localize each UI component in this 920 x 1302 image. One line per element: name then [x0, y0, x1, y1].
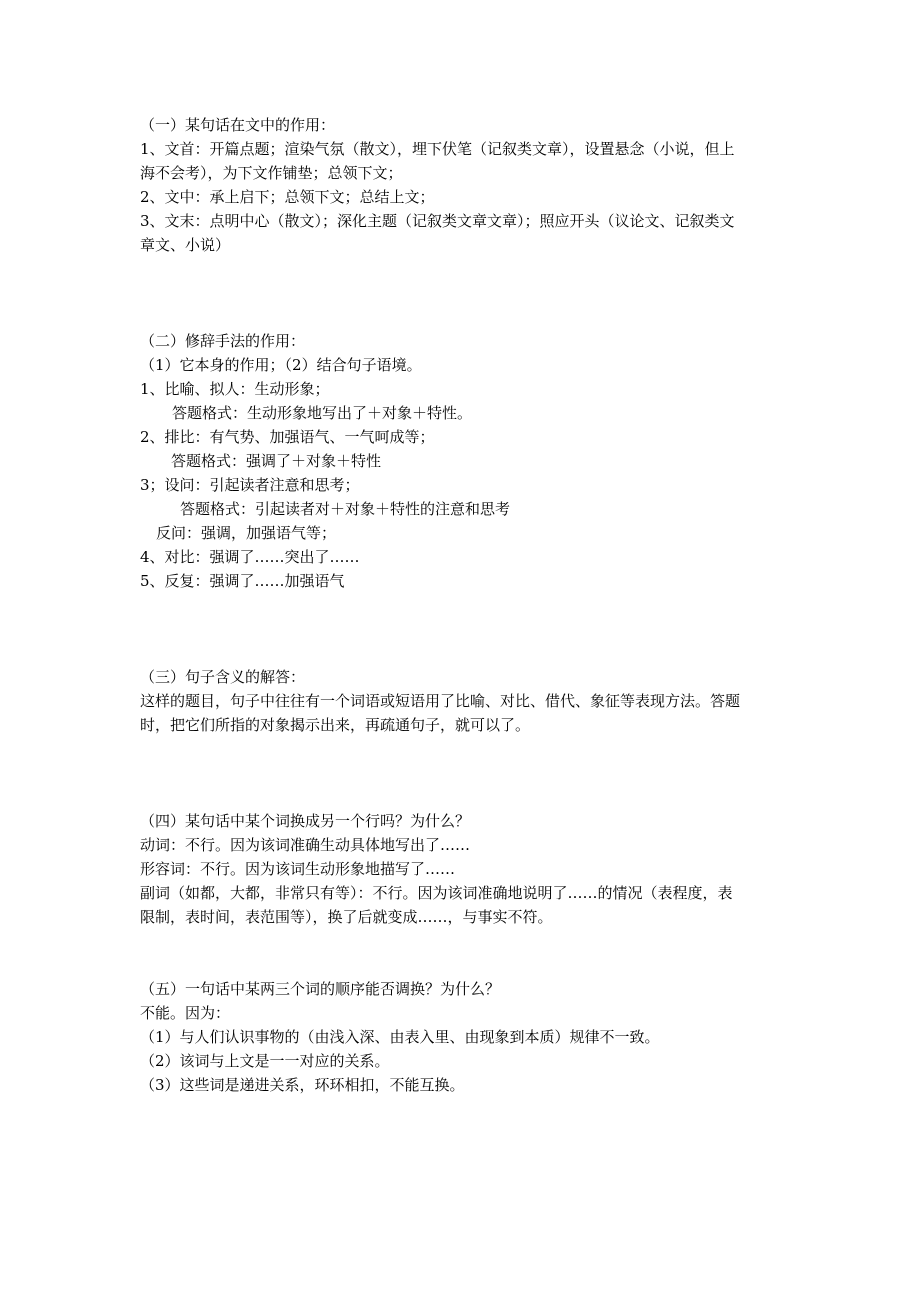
- section-2-line-3-rhetorical: 反问：强调，加强语气等；: [156, 524, 337, 542]
- section-2-line-1-format: 答题格式：生动形象地写出了＋对象＋特性。: [172, 404, 473, 422]
- section-2-line-3: 3；设问：引起读者注意和思考；: [140, 476, 360, 494]
- section-1-line-1b: 海不会考），为下文作铺垫；总领下文；: [140, 164, 403, 182]
- section-5-line-answer: 不能。因为：: [140, 1004, 231, 1022]
- section-1-line-1a: 1、文首：开篇点题；渲染气氛（散文），埋下伏笔（记叙类文章），设置悬念（小说，但上: [140, 140, 735, 158]
- section-4-line-verb: 动词：不行。因为该词准确生动具体地写出了……: [140, 836, 471, 854]
- section-4-line-adverb-a: 副词（如都，大都，非常只有等）：不行。因为该词准确地说明了……的情况（表程度，表: [140, 884, 733, 902]
- section-2-heading: （二）修辞手法的作用：: [140, 332, 306, 350]
- section-1-line-3a: 3、文末：点明中心（散文）；深化主题（记叙类文章文章）；照应开头（议论文、记叙类文: [140, 212, 735, 230]
- section-2-line-3-format: 答题格式：引起读者对＋对象＋特性的注意和思考: [180, 500, 511, 518]
- section-1-line-3b: 章文、小说）: [140, 236, 231, 254]
- section-1-heading: （一）某句话在文中的作用：: [140, 116, 336, 134]
- section-5-line-1: （1）与人们认识事物的（由浅入深、由表入里、由现象到本质）规律不一致。: [140, 1028, 660, 1046]
- section-5-line-3: （3）这些词是递进关系，环环相扣，不能互换。: [140, 1076, 465, 1094]
- section-4-line-adjective: 形容词：不行。因为该词生动形象地描写了……: [140, 860, 456, 878]
- section-3-line-1b: 时，把它们所指的对象揭示出来，再疏通句子，就可以了。: [140, 716, 531, 734]
- section-2-line-intro: （1）它本身的作用；（2）结合句子语境。: [140, 356, 422, 374]
- section-5-line-2: （2）该词与上文是一一对应的关系。: [140, 1052, 390, 1070]
- section-2-line-2-format: 答题格式：强调了＋对象＋特性: [171, 452, 382, 470]
- section-3-heading: （三）句子含义的解答：: [140, 668, 306, 686]
- section-4-line-adverb-b: 限制，表时间，表范围等），换了后就变成……，与事实不符。: [140, 908, 553, 926]
- section-5-heading: （五）一句话中某两三个词的顺序能否调换？为什么？: [140, 980, 501, 998]
- section-2-line-1: 1、比喻、拟人：生动形象；: [140, 380, 330, 398]
- section-1-line-2: 2、文中：承上启下；总领下文；总结上文；: [140, 188, 435, 206]
- section-2-line-5: 5、反复：强调了……加强语气: [140, 572, 345, 590]
- section-3-line-1a: 这样的题目，句子中往往有一个词语或短语用了比喻、对比、借代、象征等表现方法。答题: [140, 692, 741, 710]
- section-4-heading: （四）某句话中某个词换成另一个行吗？为什么？: [140, 812, 471, 830]
- section-2-line-2: 2、排比：有气势、加强语气、一气呵成等；: [140, 428, 435, 446]
- section-2-line-4: 4、对比：强调了……突出了……: [140, 548, 360, 566]
